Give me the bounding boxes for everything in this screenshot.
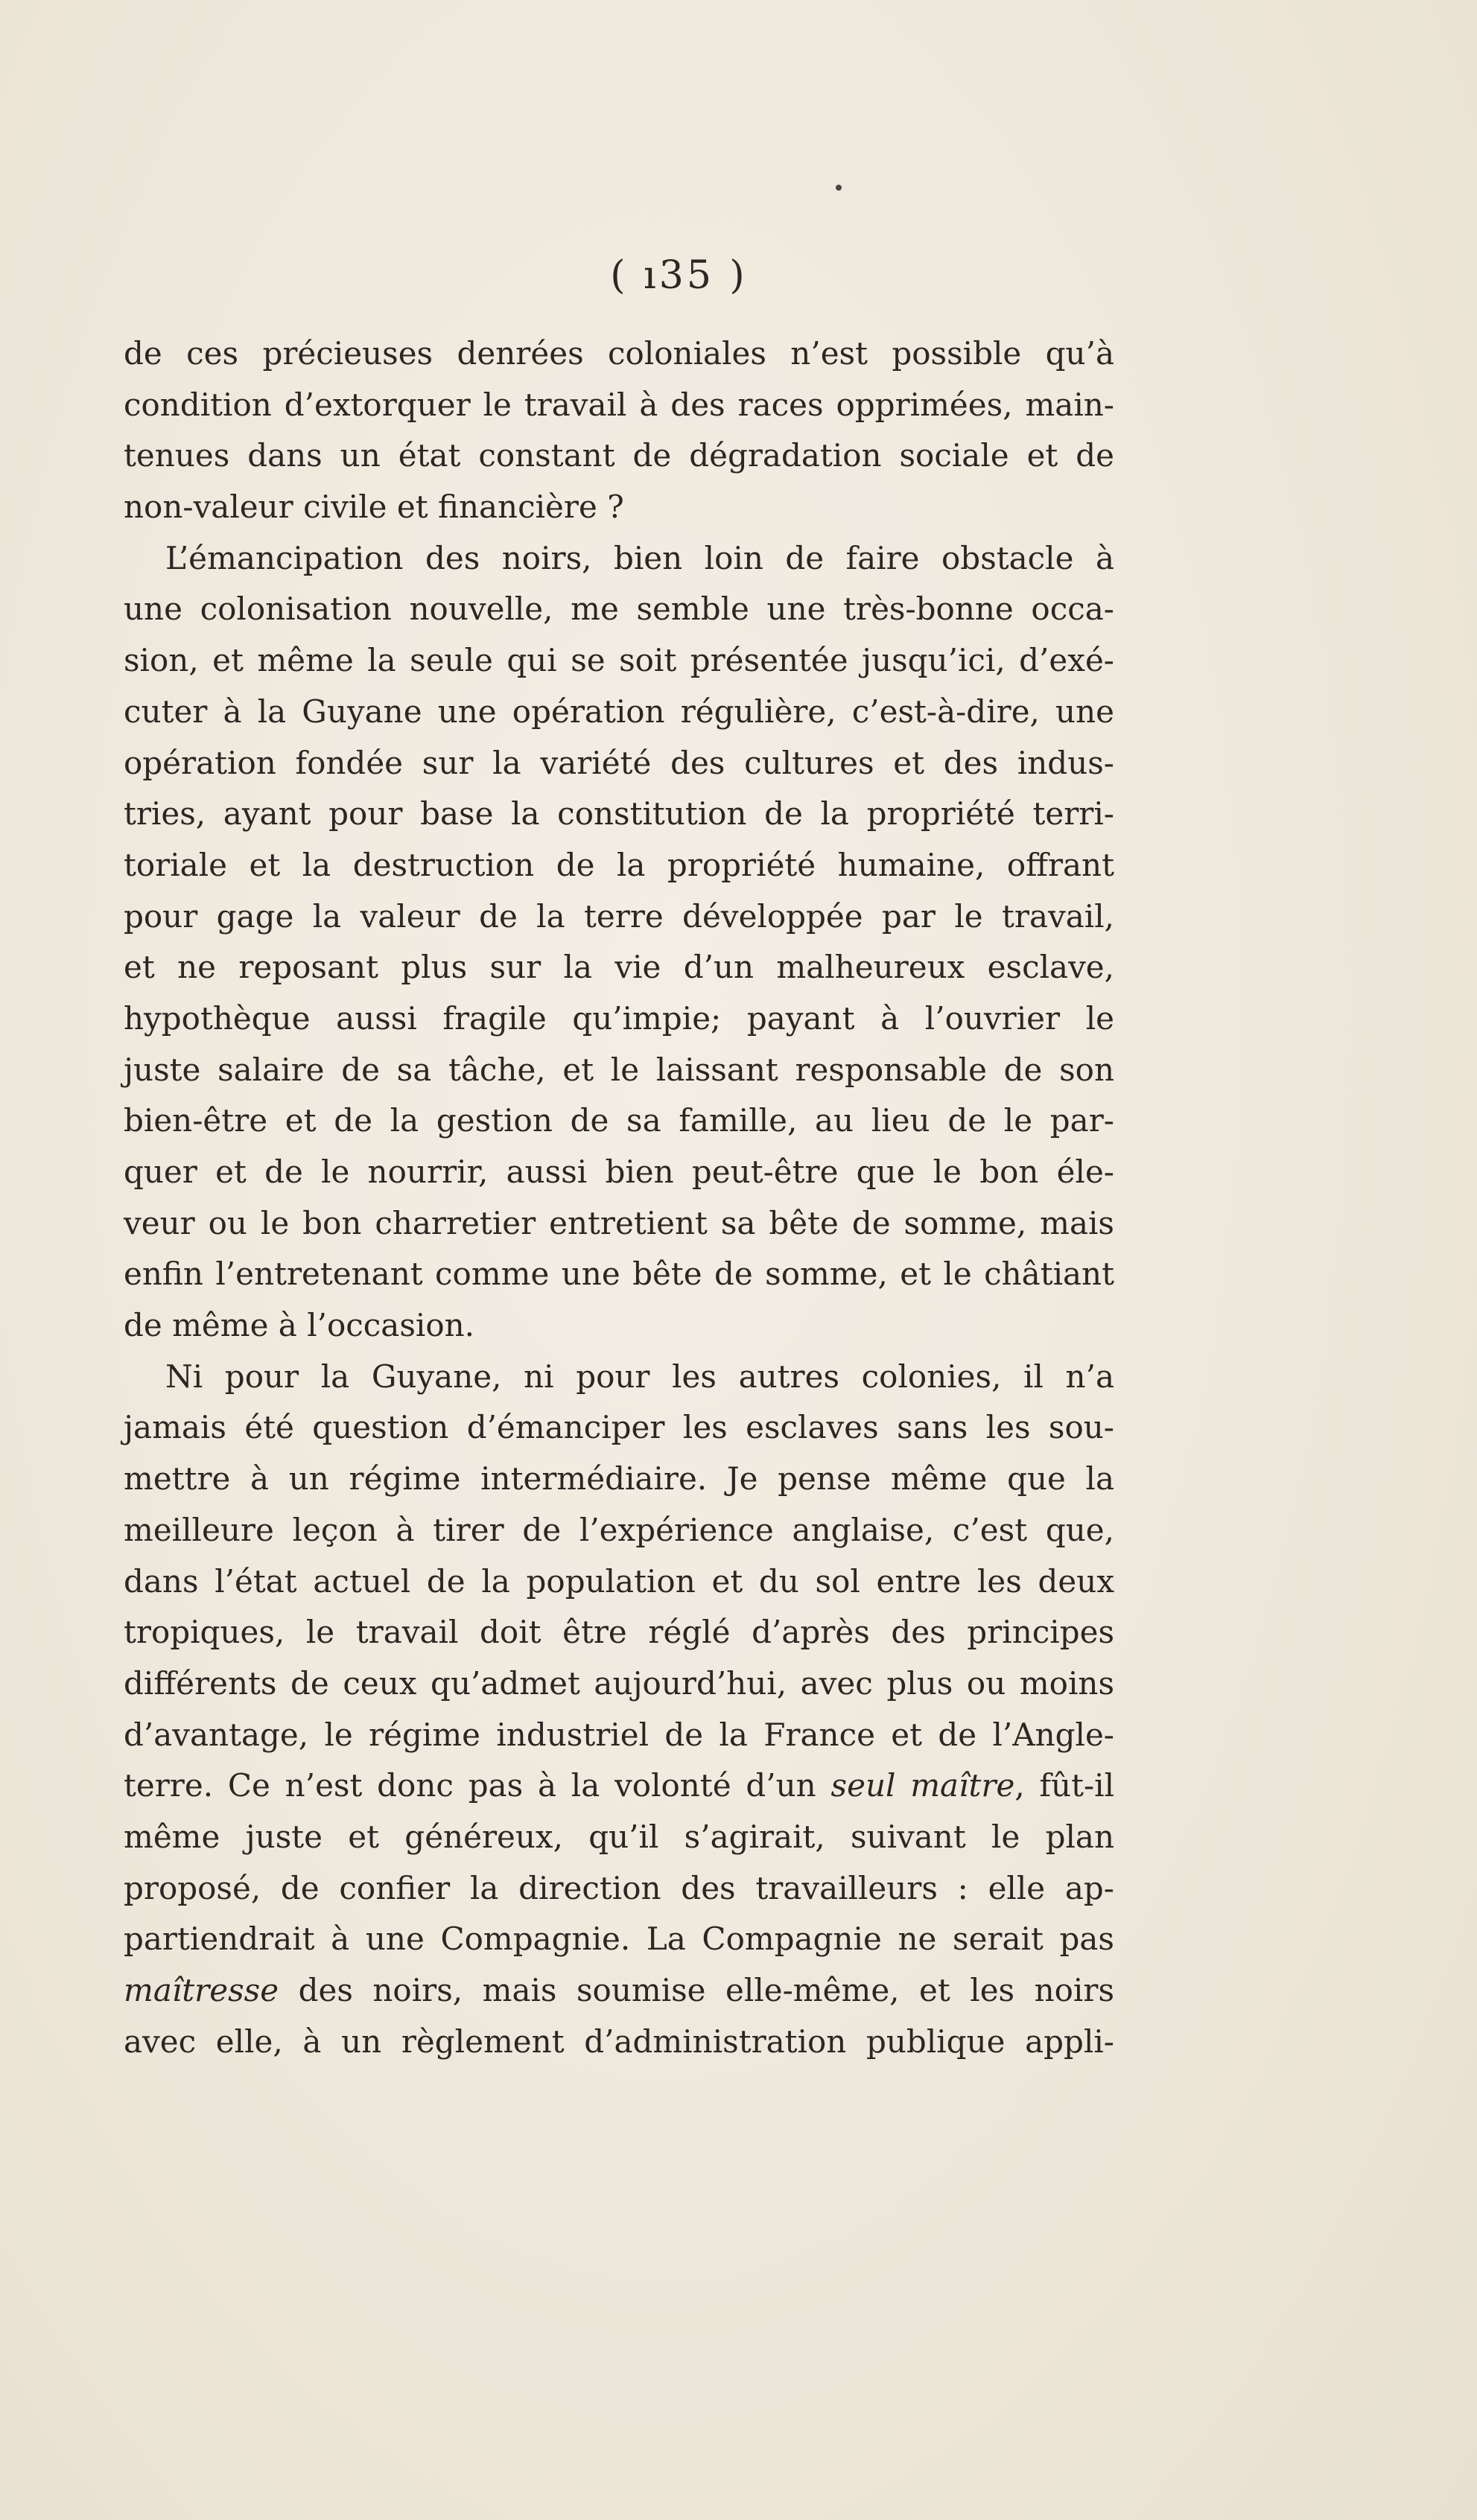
text-line: L’émancipation des noirs, bien loin de faire obstacle à	[165, 539, 1114, 576]
text-line: opération fondée sur la variété des cultures et des indus-	[124, 744, 1114, 781]
page-number: ( ı35 )	[610, 253, 748, 298]
text-line: de même à l’occasion.	[124, 1307, 475, 1344]
ink-speck	[836, 185, 842, 191]
text-line: condition d’extorquer le travail à des races opprimées, main-	[124, 386, 1114, 423]
text-line: enfin l’entretenant comme une bête de somme, et le châtiant	[124, 1256, 1114, 1293]
text-line: non-valeur civile et financière ?	[124, 489, 624, 526]
italic-phrase: maîtresse	[124, 1972, 279, 2008]
text-line: maîtresse des noirs, mais soumise elle-même, et les noirs	[124, 1972, 1114, 2008]
text-line: différents de ceux qu’admet aujourd’hui, avec plus ou moins	[124, 1664, 1114, 1702]
text-line: d’avantage, le régime industriel de la France et de l’Angle-	[124, 1716, 1114, 1753]
text-line: proposé, de confier la direction des travailleurs : elle ap-	[124, 1869, 1114, 1906]
text-line: tries, ayant pour base la constitution de la propriété terri-	[124, 795, 1114, 833]
text-line: une colonisation nouvelle, me semble une très-bonne occa-	[124, 591, 1114, 628]
text-line: bien-être et de la gestion de sa famille, au lieu de le par-	[124, 1102, 1114, 1139]
text-line: Ni pour la Guyane, ni pour les autres colonies, il n’a	[165, 1358, 1114, 1395]
text-line: terre. Ce n’est donc pas à la volonté d’un seul maître, fût-il	[124, 1767, 1115, 1804]
body-text	[124, 328, 1114, 2067]
text-line: et ne reposant plus sur la vie d’un malheureux esclave,	[124, 949, 1114, 986]
text-line: mettre à un régime intermédiaire. Je pense même que la	[124, 1460, 1114, 1498]
text-line: meilleure leçon à tirer de l’expérience anglaise, c’est que,	[124, 1511, 1114, 1548]
text-line: jamais été question d’émanciper les esclaves sans les sou-	[124, 1409, 1114, 1446]
text-line: dans l’état actuel de la population et du sol entre les deux	[124, 1562, 1114, 1600]
text-line: hypothèque aussi fragile qu’impie; payant à l’ouvrier le	[124, 999, 1114, 1037]
text-line: avec elle, à un règlement d’administration publique appli-	[124, 2023, 1114, 2060]
text-line: quer et de le nourrir, aussi bien peut-être que le bon éle-	[124, 1154, 1114, 1190]
page-number-header	[0, 253, 1477, 298]
text-line: juste salaire de sa tâche, et le laissant responsable de son	[124, 1051, 1114, 1088]
text-line: pour gage la valeur de la terre développée par le travail,	[124, 897, 1114, 935]
text-line: veur ou le bon charretier entretient sa bête de somme, mais	[124, 1204, 1114, 1241]
text-line: tenues dans un état constant de dégradation sociale et de	[124, 437, 1114, 474]
text-line: toriale et la destruction de la propriété humaine, offrant	[124, 846, 1114, 883]
text-line: cuter à la Guyane une opération régulière, c’est-à-dire, une	[124, 693, 1114, 730]
text-line: partiendrait à une Compagnie. La Compagnie ne serait pas	[124, 1921, 1114, 1958]
text-line: de ces précieuses denrées coloniales n’est possible qu’à	[124, 335, 1114, 372]
text-line: même juste et généreux, qu’il s’agirait, suivant le plan	[124, 1818, 1114, 1855]
text-line: tropiques, le travail doit être réglé d’après des principes	[124, 1614, 1114, 1651]
text-line: sion, et même la seule qui se soit présentée jusqu’ici, d’exé-	[124, 642, 1114, 679]
italic-phrase: seul maître	[830, 1767, 1015, 1804]
